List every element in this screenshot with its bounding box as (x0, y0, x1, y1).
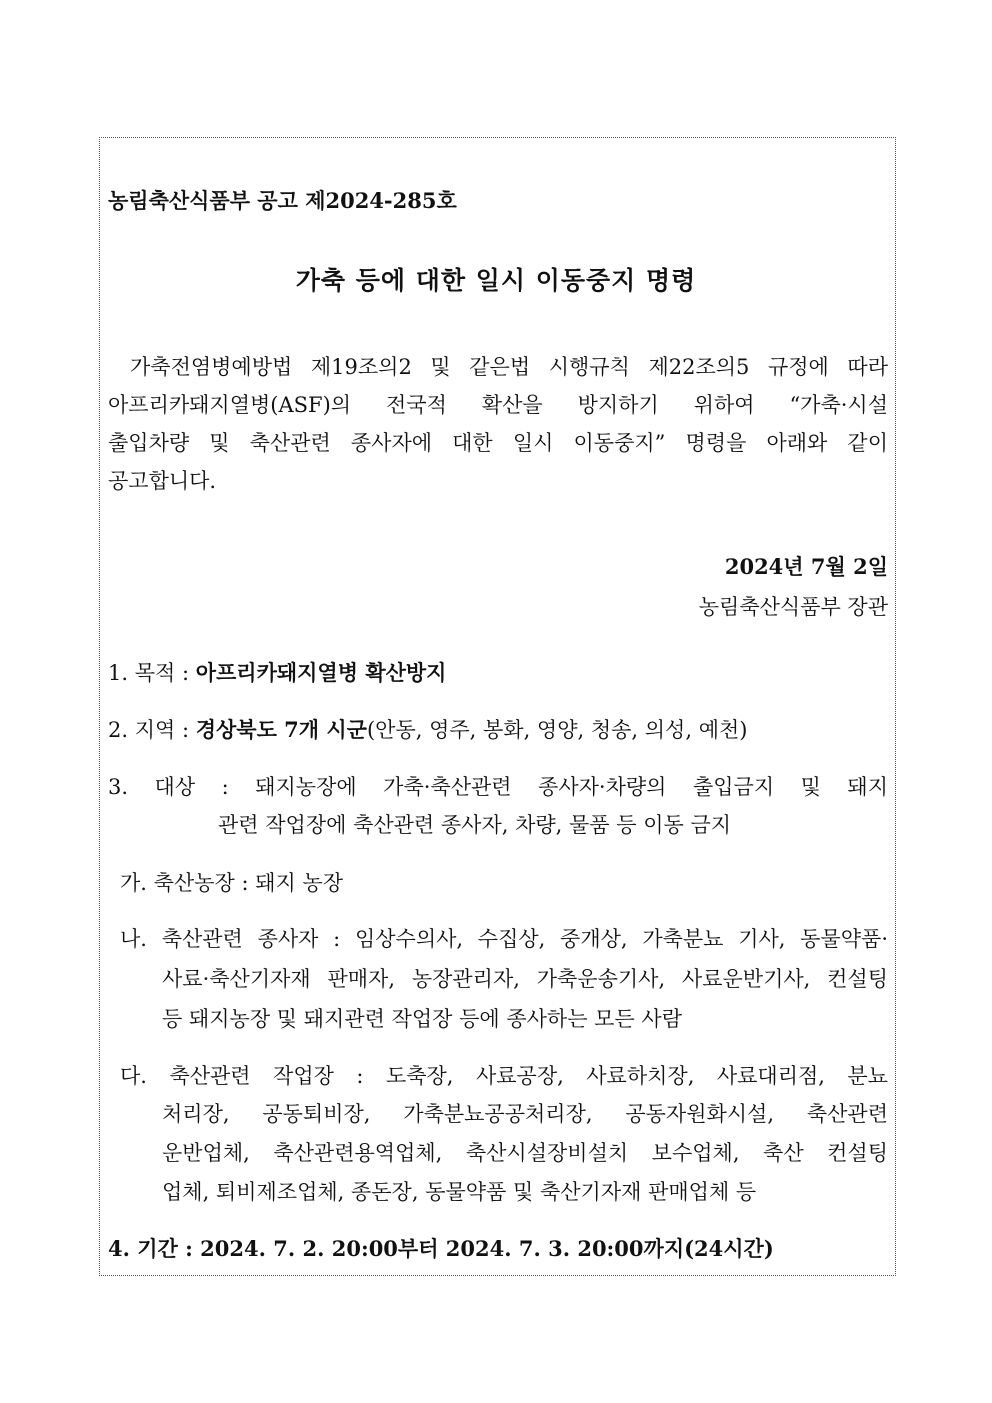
sub-item-livestock-farm: 가. 축산농장 : 돼지 농장 (120, 871, 344, 895)
sub-item-workers-line: 등 돼지농장 및 돼지관련 작업장 등에 종사하는 모든 사람 (162, 1007, 682, 1031)
sub-item-workplaces-line: 업체, 퇴비제조업체, 종돈장, 동물약품 및 축산기자재 판매업체 등 (162, 1180, 757, 1204)
item-region-label: 2. 지역 : (108, 718, 196, 742)
item-purpose-label: 1. 목적 : (108, 661, 196, 685)
notice-date: 2024년 7월 2일 (724, 554, 888, 579)
item-purpose (108, 659, 446, 687)
notice-issuer: 농림축산식품부 장관 (698, 595, 888, 619)
item-region-detail: (안동, 영주, 봉화, 영양, 청송, 의성, 예천) (366, 718, 748, 742)
item-target-line: 3. 대상 : 돼지농장에 가축·축산관련 종사자·차량의 출입금지 및 돼지 (108, 775, 888, 799)
item-target-line: 관련 작업장에 축산관련 종사자, 차량, 물품 등 이동 금지 (218, 813, 732, 837)
item-region-value: 경상북도 7개 시군 (195, 717, 367, 742)
intro-line: 출입차량 및 축산관련 종사자에 대한 일시 이동중지” 명령을 아래와 같이 (108, 431, 888, 455)
notice-number: 농림축산식품부 공고 제2024-285호 (108, 188, 457, 213)
item-period: 4. 기간 : 2024. 7. 2. 20:00부터 2024. 7. 3. 20:00까지(24시간) (108, 1236, 774, 1261)
sub-item-workplaces-line: 운반업체, 축산관련용역업체, 축산시설장비설치 보수업체, 축산 컨설팅 (162, 1141, 888, 1165)
sub-item-workers-line: 사료·축산기자재 판매자, 농장관리자, 가축운송기사, 사료운반기사, 컨설팅 (162, 967, 888, 991)
intro-line: 가축전염병예방법 제19조의2 및 같은법 시행규칙 제22조의5 규정에 따라 (130, 355, 888, 379)
sub-item-workplaces-line: 다. 축산관련 작업장 : 도축장, 사료공장, 사료하치장, 사료대리점, 분뇨 (120, 1064, 888, 1088)
sub-item-workplaces-line: 처리장, 공동퇴비장, 가축분뇨공공처리장, 공동자원화시설, 축산관련 (162, 1102, 888, 1126)
sub-item-workers-line: 나. 축산관련 종사자 : 임상수의사, 수집상, 중개상, 가축분뇨 기사, 동물약품· (120, 927, 888, 951)
intro-line: 공고합니다. (108, 469, 217, 493)
intro-line: 아프리카돼지열병(ASF)의 전국적 확산을 방지하기 위하여 “가축·시설 (108, 393, 888, 417)
item-purpose-value: 아프리카돼지열병 확산방지 (195, 660, 447, 685)
notice-title: 가축 등에 대한 일시 이동중지 명령 (295, 266, 697, 295)
item-region (108, 716, 747, 744)
intro-paragraph (108, 348, 888, 500)
